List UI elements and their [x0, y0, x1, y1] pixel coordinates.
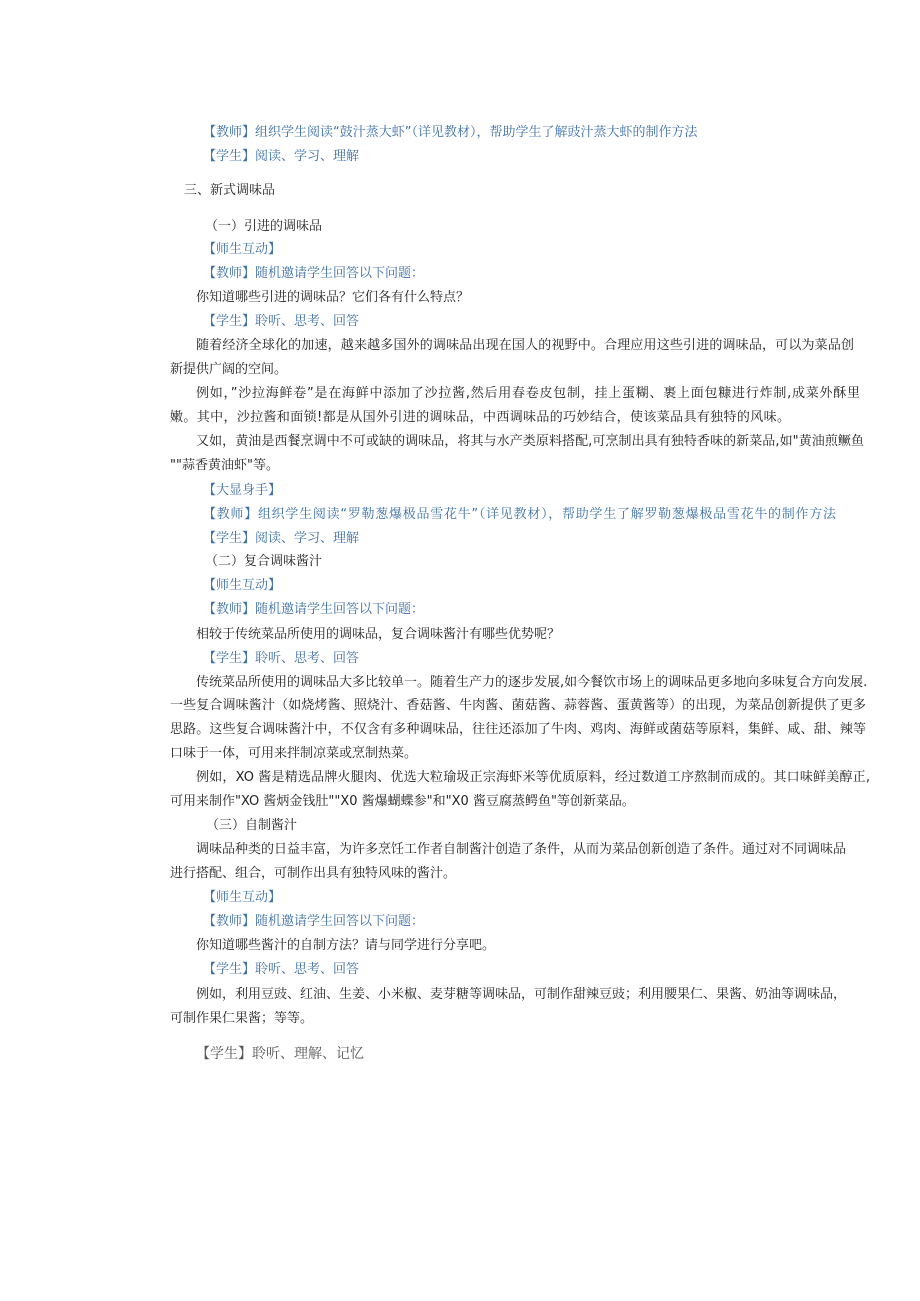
subsection-heading: （三）自制酱汁: [206, 818, 298, 833]
student-activity: 【学生】阅读、学习、理解: [203, 149, 360, 164]
teacher-instruction: 【教师】随机邀请学生回答以下问题：: [203, 602, 425, 617]
teacher-instruction: 【教师】随机邀请学生回答以下问题：: [203, 266, 425, 281]
paragraph-line: 可用来制作"XO 酱炳金钱肚""X0 酱爆蝴蝶参"和"X0 酱豆腐蒸鳄鱼"等创新菜品。: [170, 794, 635, 809]
paragraph-line: 口味于一体，可用来拌制凉菜或烹制热菜。: [170, 746, 418, 761]
question-text: 你知道哪些引进的调味品？它们各有什么特点？: [196, 290, 470, 305]
teacher-instruction: 【教师】组织学生阅读“罗勒葱爆极品雪花牛”（详见教材），帮助学生了解罗勒葱爆极品雪花牛的制作方法: [203, 507, 836, 522]
activity-label: 【大显身手】: [203, 483, 282, 498]
paragraph-line: 可制作果仁果酱；等等。: [170, 1011, 314, 1026]
paragraph-line: 随着经济全球化的加速，越来越多国外的调味品出现在国人的视野中。合理应用这些引进的调味品，可以为菜品创: [196, 338, 854, 353]
paragraph-line: 传统菜品所使用的调味品大多比较单一。随着生产力的逐步发展,如今餐饮市场上的调味品更多地向多味复合方向发展.: [196, 675, 868, 690]
question-text: 相较于传统菜品所使用的调味品，复合调味酱汁有哪些优势呢？: [196, 627, 561, 642]
paragraph-line: ""蒜香黄油虾"等。: [170, 458, 279, 473]
paragraph-line: 又如，黄油是西餐烹调中不可或缺的调味品，将其与水产类原料搭配,可烹制出具有独特香味的新菜品,如"黄油煎鳜鱼: [196, 434, 864, 449]
question-text: 你知道哪些酱汁的自制方法？请与同学进行分享吧。: [196, 938, 496, 953]
student-activity: 【学生】聆听、思考、回答: [203, 651, 360, 666]
interaction-label: 【师生互动】: [203, 890, 282, 905]
subsection-heading: （一）引进的调味品: [205, 219, 323, 234]
paragraph-line: 例如，利用豆豉、红油、生姜、小米椒、麦芽糖等调味品，可制作甜辣豆豉；利用腰果仁、果酱、奶油等调味品，: [196, 987, 847, 1002]
student-activity: 【学生】阅读、学习、理解: [203, 531, 360, 546]
interaction-label: 【师生互动】: [203, 242, 282, 257]
paragraph-line: 一些复合调味酱汁（如烧烤酱、照烧汁、香菇酱、牛肉酱、菌菇酱、蒜蓉酱、蛋黄酱等）的出现，为菜品创新提供了更多: [170, 698, 866, 713]
student-activity: 【学生】聆听、思考、回答: [203, 314, 360, 329]
paragraph-line: 例如，XO 酱是精选品牌火腿肉、优选大粒瑜圾正宗海虾米等优质原料，经过数道工序熬制而成的。其口味鲜美醇正,: [196, 770, 870, 785]
paragraph-line: 例如，”沙拉海鲜卷”是在海鲜中添加了沙拉酱,然后用春卷皮包制，挂上蛋糊、裹上面包糠进行炸制,成菜外酥里: [196, 386, 860, 401]
interaction-label: 【师生互动】: [203, 578, 282, 593]
section-heading: 三、新式调味品: [184, 183, 276, 198]
student-activity: 【学生】聆听、理解、记忆: [196, 1046, 364, 1062]
paragraph-line: 进行搭配、组合，可制作出具有独特风味的酱汁。: [170, 866, 457, 881]
subsection-heading: （二）复合调味酱汁: [205, 554, 323, 569]
student-activity: 【学生】聆听、思考、回答: [203, 962, 360, 977]
paragraph-line: 新提供广阔的空间。: [170, 362, 288, 377]
teacher-instruction: 【教师】组织学生阅读“鼓汁蒸大虾”（详见教材），帮助学生了解豉汁蒸大虾的制作方法: [203, 125, 698, 140]
paragraph-line: 思路。这些复合调味酱汁中，不仅含有多种调味品，往往还添加了牛肉、鸡肉、海鲜或菌菇等原料，集鲜、咸、甜、辣等: [170, 722, 866, 737]
teacher-instruction: 【教师】随机邀请学生回答以下问题：: [203, 914, 425, 929]
paragraph-line: 嫩。其中，沙拉酱和面锁!都是从国外引进的调味品，中西调味品的巧妙结合，使该菜品具有独特的风味。: [170, 410, 790, 425]
paragraph-line: 调味品种类的日益丰富，为许多烹饪工作者自制酱汁创造了条件，从而为菜品创新创造了条件。通过对不同调味品: [196, 842, 847, 857]
